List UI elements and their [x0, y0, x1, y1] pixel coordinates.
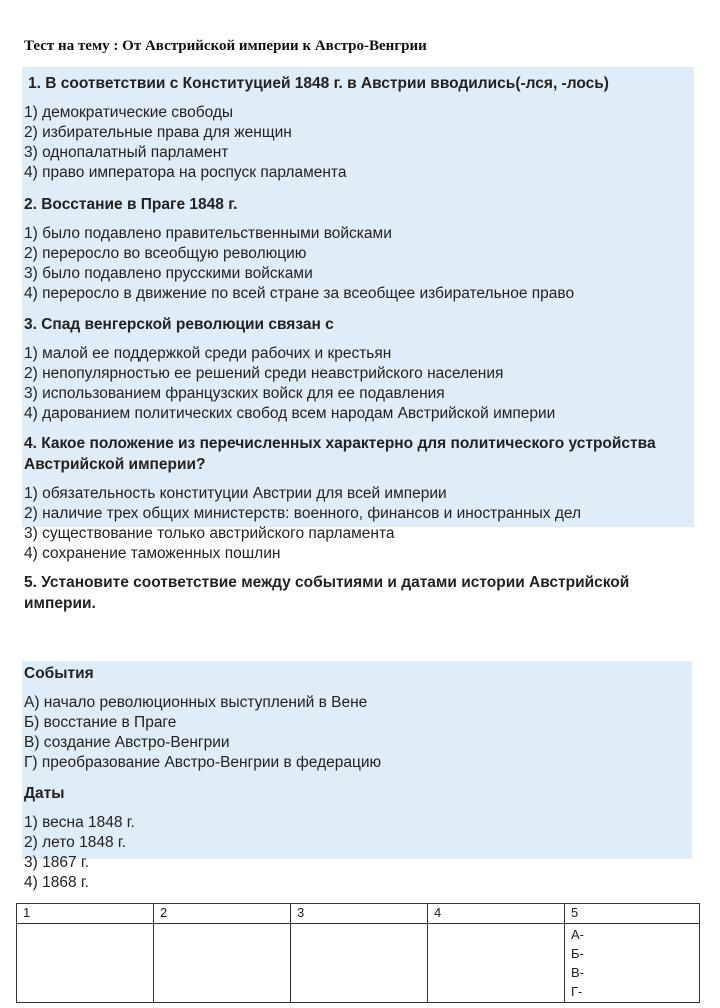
events-heading: События [24, 665, 94, 682]
event-item: Г) преобразование Австро-Венгрии в федерацию [24, 754, 382, 771]
event-item: В) создание Австро-Венгрии [24, 734, 230, 751]
question-1-text: 1. В соответствии с Конституцией 1848 г. в Австрии вводились(-лся, -лось) [28, 75, 609, 92]
answer-table-row [17, 924, 700, 1003]
header-cell: 1 [17, 904, 154, 924]
header-cell: 3 [291, 904, 428, 924]
question-3-text: 3. Спад венгерской революции связан с [24, 316, 334, 333]
option: 1) демократические свободы [24, 104, 234, 121]
date-item: 4) 1868 г. [24, 874, 89, 891]
question-5-text: 5. Установите соответствие между событиями и датами истории Австрийской империи. [24, 574, 630, 612]
answer-label: А- [571, 927, 584, 942]
answer-cell-5[interactable] [565, 924, 700, 1003]
event-item: Б) восстание в Праге [24, 714, 177, 731]
answer-cell-4[interactable] [428, 924, 565, 1003]
page-title: Тест на тему : От Австрийской империи к Австро-Венгрии [24, 38, 427, 54]
events-section [24, 663, 694, 773]
event-item: А) начало революционных выступлений в Вене [24, 694, 368, 711]
option: 4) право императора на роспуск парламента [24, 164, 347, 181]
question-2 [24, 194, 694, 304]
option: 2) непопулярностью ее решений среди неавстрийского населения [24, 365, 504, 382]
option: 3) однопалатный парламент [24, 144, 229, 161]
option: 3) было подавлено прусскими войсками [24, 265, 313, 282]
question-1 [28, 73, 698, 94]
question-5 [24, 572, 694, 614]
header-cell: 4 [428, 904, 565, 924]
answer-table [16, 903, 700, 1003]
answer-label: В- [571, 965, 584, 980]
option: 1) малой ее поддержкой среди рабочих и крестьян [24, 345, 392, 362]
option: 2) переросло во всеобщую революцию [24, 245, 307, 262]
answer-label: Г- [571, 984, 583, 999]
header-cell: 5 [565, 904, 700, 924]
answer-cell-3[interactable] [291, 924, 428, 1003]
question-2-text: 2. Восстание в Праге 1848 г. [24, 196, 238, 213]
answer-cell-1[interactable] [17, 924, 154, 1003]
option: 3) использованием французских войск для ее подавления [24, 385, 445, 402]
question-4 [24, 433, 694, 564]
option: 1) обязательность конституции Австрии для всей империи [24, 485, 447, 502]
option: 4) дарованием политических свобод всем народам Австрийской империи [24, 405, 556, 422]
date-item: 1) весна 1848 г. [24, 814, 135, 831]
option: 1) было подавлено правительственными войсками [24, 225, 392, 242]
option: 3) существование только австрийского парламента [24, 525, 395, 542]
answer-cell-2[interactable] [154, 924, 291, 1003]
header-cell: 2 [154, 904, 291, 924]
answer-table-header [17, 904, 700, 924]
option: 2) наличие трех общих министерств: военного, финансов и иностранных дел [24, 505, 582, 522]
question-1-options [24, 103, 694, 183]
dates-heading: Даты [24, 785, 65, 802]
date-item: 3) 1867 г. [24, 854, 89, 871]
question-3 [24, 314, 694, 424]
option: 4) сохранение таможенных пошлин [24, 545, 281, 562]
option: 4) переросло в движение по всей стране за всеобщее избирательное право [24, 285, 575, 302]
dates-section [24, 783, 694, 893]
date-item: 2) лето 1848 г. [24, 834, 126, 851]
option: 2) избирательные права для женщин [24, 124, 292, 141]
question-4-text: 4. Какое положение из перечисленных характерно для политического устройства Австрийской империи? [24, 435, 656, 473]
answer-label: Б- [571, 946, 584, 961]
